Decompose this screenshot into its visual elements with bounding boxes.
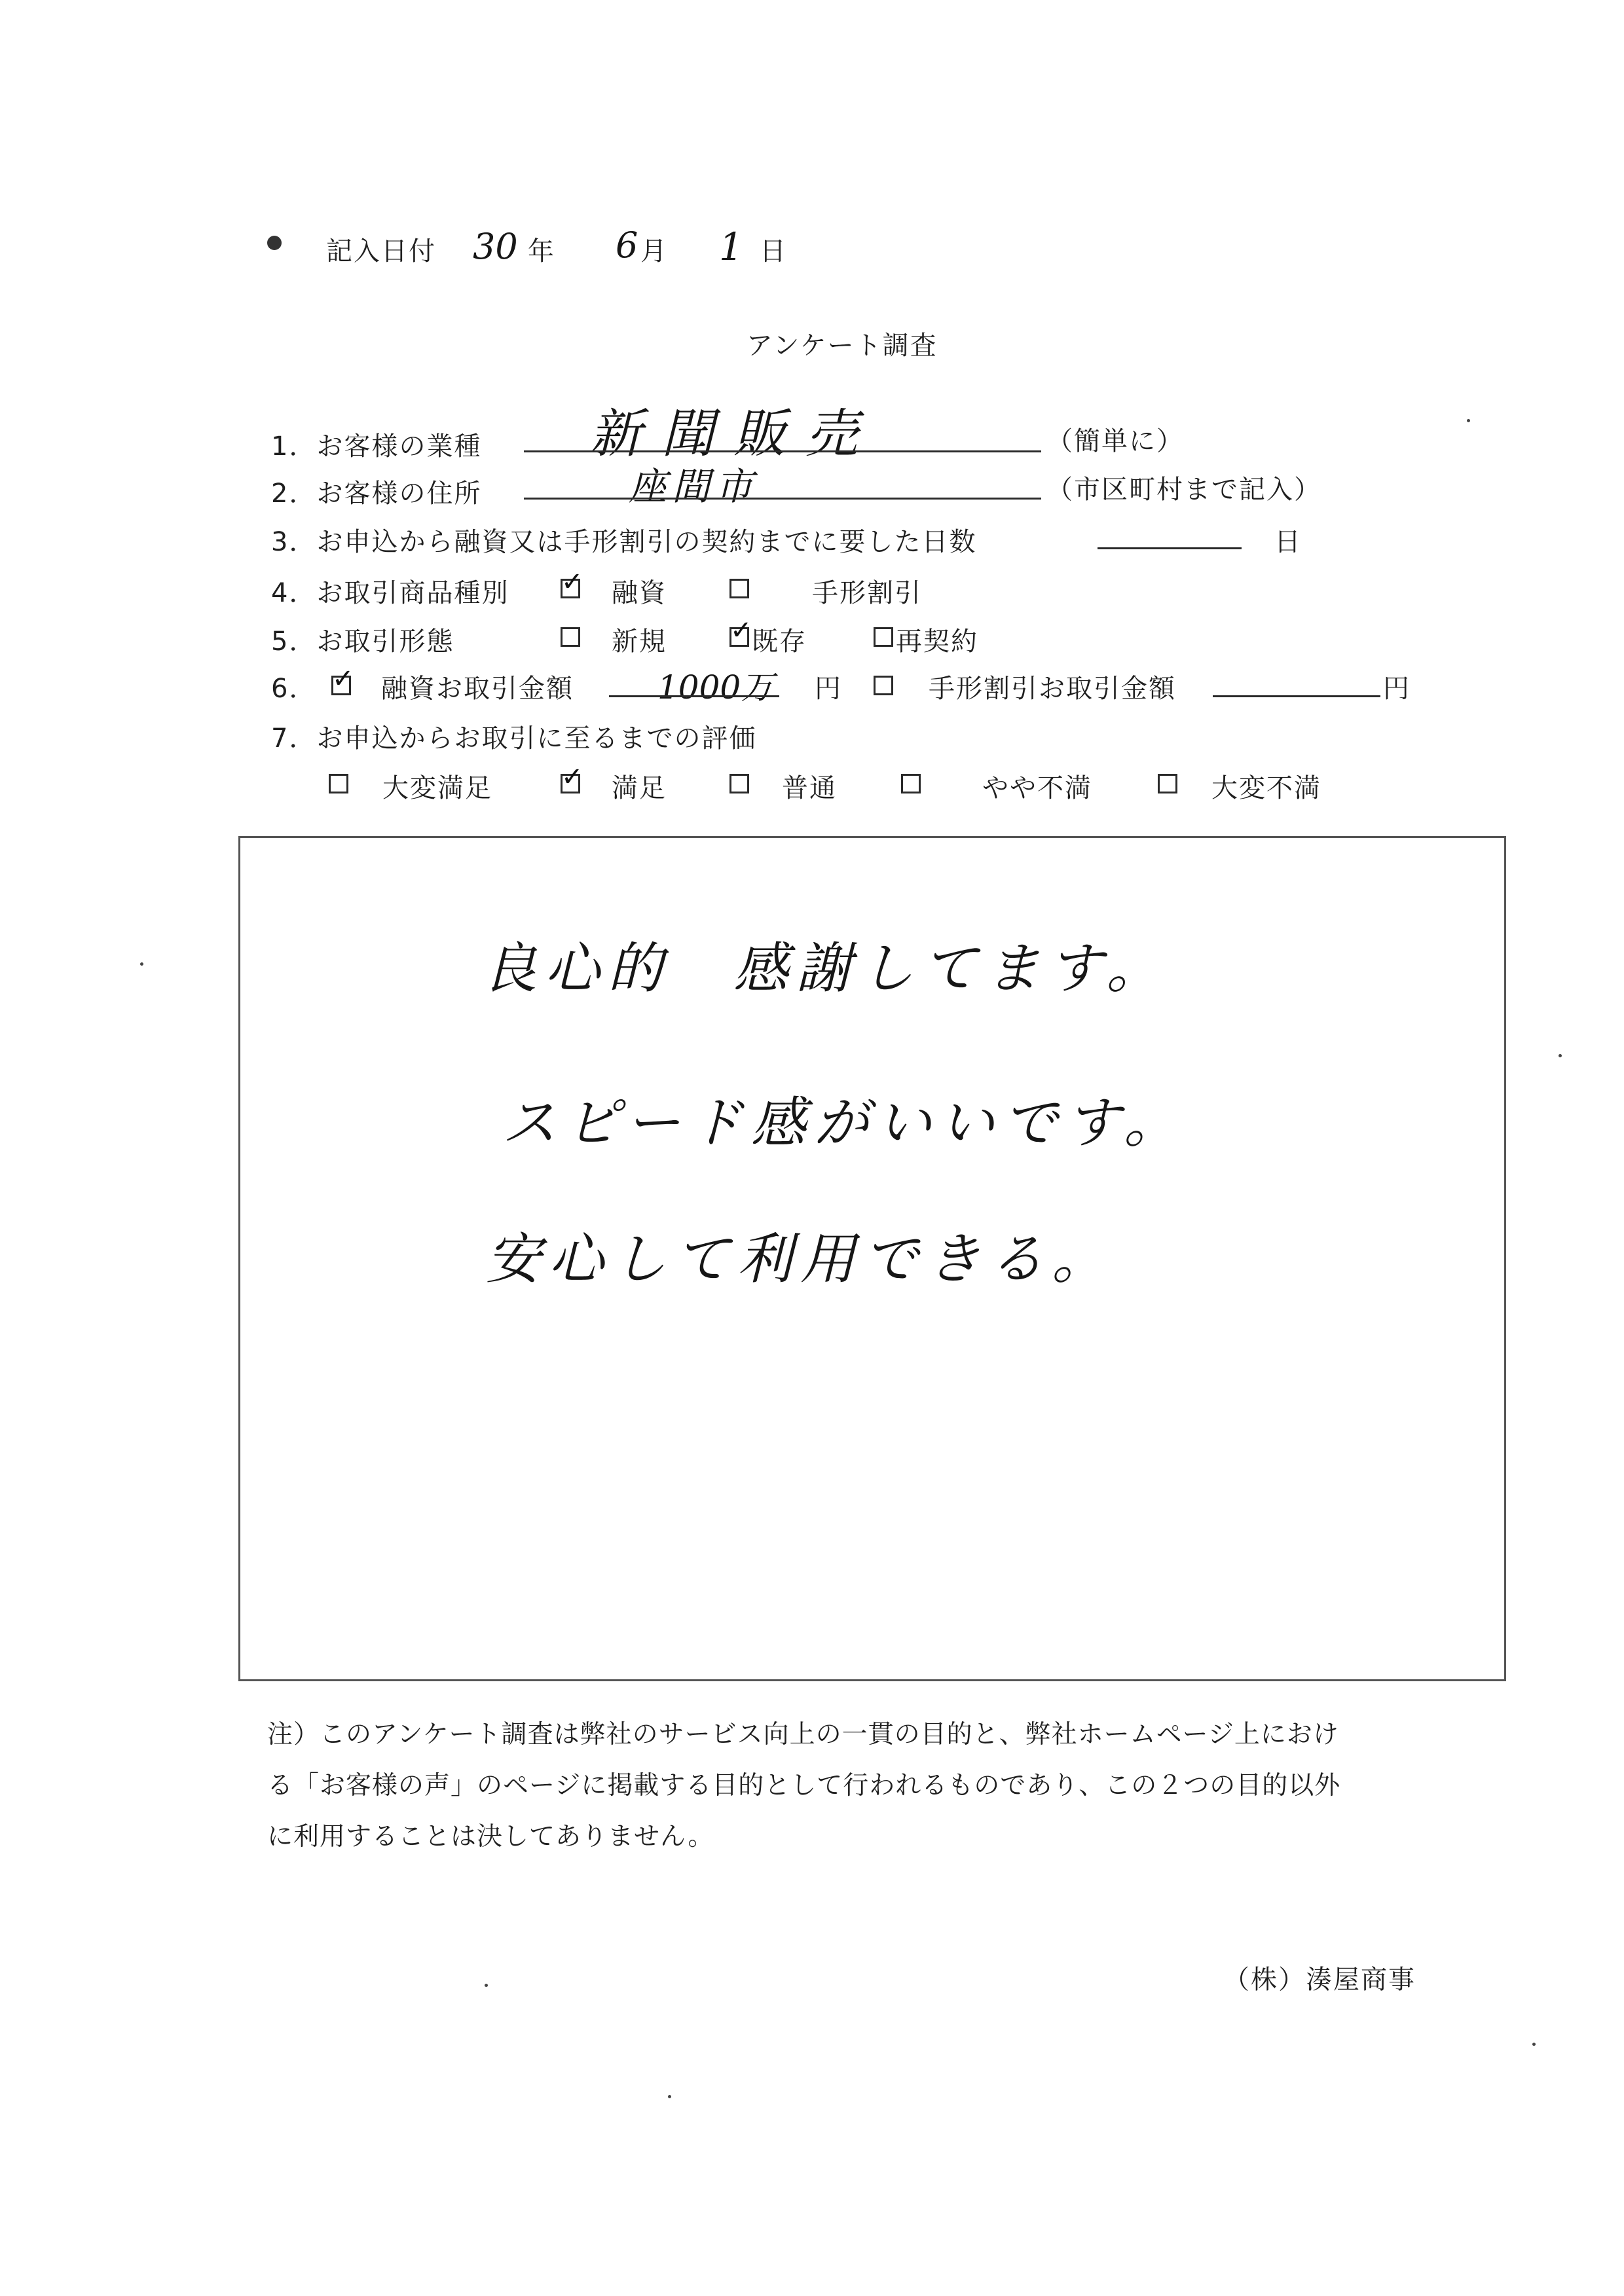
q2-answer: 座間市 bbox=[629, 464, 759, 509]
check-mark-icon: ✓ bbox=[332, 664, 354, 694]
date-day-value: 1 bbox=[719, 225, 743, 269]
q1-label: 1．お客様の業種 bbox=[271, 431, 482, 462]
comment-line-1: 良心的 感謝してます。 bbox=[482, 936, 1170, 1000]
comment-line-2: スピード感がいいです。 bbox=[502, 1091, 1187, 1155]
q7-very-satisfied-label: 大変満足 bbox=[382, 773, 492, 803]
q3-label: 3．お申込から融資又は手形割引の契約までに要した日数 bbox=[271, 527, 977, 557]
scan-speck bbox=[1532, 2043, 1536, 2046]
q3-days-line bbox=[1098, 547, 1242, 549]
q7-very-dissatisfied-checkbox[interactable] bbox=[1158, 774, 1177, 793]
footnote-line-1: 注）このアンケート調査は弊社のサービス向上の一貫の目的と、弊社ホームページ上におけ bbox=[267, 1720, 1339, 1749]
q6-loan-label: 融資お取引金額 bbox=[381, 674, 574, 704]
scan-speck bbox=[140, 962, 143, 966]
date-label: 記入日付 bbox=[326, 236, 436, 266]
q1-answer: 新聞販売 bbox=[589, 403, 877, 464]
q2-label: 2．お客様の住所 bbox=[271, 479, 482, 509]
check-mark-icon: ✓ bbox=[561, 762, 583, 792]
q2-note: （市区町村まで記入） bbox=[1046, 475, 1321, 505]
q7-somewhat-dissatisfied-checkbox[interactable] bbox=[901, 774, 921, 793]
check-mark-icon: ✓ bbox=[730, 615, 752, 646]
date-month-value: 6 bbox=[616, 225, 638, 266]
q4-loan-checkbox[interactable] bbox=[561, 567, 583, 598]
q5-recontract-checkbox[interactable] bbox=[874, 627, 893, 647]
q7-very-satisfied-checkbox[interactable] bbox=[329, 774, 348, 793]
company-name: （株）湊屋商事 bbox=[1223, 1965, 1416, 1995]
q6-number: 6． bbox=[271, 674, 317, 704]
q5-label: 5．お取引形態 bbox=[271, 627, 454, 657]
date-year-label: 年 bbox=[528, 236, 555, 266]
q7-satisfied-checkbox[interactable] bbox=[561, 762, 583, 793]
q6-loan-checkbox[interactable] bbox=[331, 664, 354, 695]
q5-new-label: 新規 bbox=[612, 627, 667, 657]
q5-existing-label: 既存 bbox=[752, 627, 807, 657]
q6-loan-amount-line bbox=[609, 695, 779, 697]
q7-label: 7．お申込からお取引に至るまでの評価 bbox=[271, 723, 757, 754]
scan-speck bbox=[485, 1984, 488, 1987]
q7-somewhat-dissatisfied-label: やや不満 bbox=[982, 773, 1092, 803]
punch-hole-mark bbox=[267, 236, 282, 250]
q7-normal-label: 普通 bbox=[782, 773, 837, 803]
q6-bill-checkbox[interactable] bbox=[874, 676, 893, 695]
q5-existing-checkbox[interactable] bbox=[729, 615, 752, 647]
footnote-line-3: に利用することは決してありません。 bbox=[267, 1822, 714, 1851]
q3-unit: 日 bbox=[1274, 527, 1302, 557]
comment-line-3: 安心して利用できる。 bbox=[486, 1227, 1115, 1291]
date-day-label: 日 bbox=[760, 236, 787, 266]
scan-speck bbox=[1559, 1054, 1562, 1057]
footnote-line-2: る「お客様の声」のページに掲載する目的として行われるものであり、この２つの目的以外 bbox=[267, 1771, 1341, 1800]
q1-note: （簡単に） bbox=[1046, 426, 1184, 456]
survey-title: アンケート調査 bbox=[747, 331, 938, 361]
q7-satisfied-label: 満足 bbox=[612, 773, 667, 803]
scan-speck bbox=[668, 2095, 671, 2098]
q1-answer-line bbox=[524, 450, 1041, 452]
q6-loan-unit: 円 bbox=[815, 674, 842, 704]
q6-bill-amount-line bbox=[1213, 695, 1380, 697]
q6-bill-unit: 円 bbox=[1383, 674, 1411, 704]
q4-bill-label: 手形割引 bbox=[812, 578, 922, 608]
scan-speck bbox=[1467, 419, 1470, 422]
q5-new-checkbox[interactable] bbox=[561, 627, 580, 647]
q5-recontract-label: 再契約 bbox=[896, 627, 978, 657]
q4-label: 4．お取引商品種別 bbox=[271, 578, 509, 608]
check-mark-icon: ✓ bbox=[561, 567, 583, 597]
date-year-value: 30 bbox=[473, 226, 518, 267]
q6-loan-amount: 1000万 bbox=[657, 668, 774, 706]
q6-bill-label: 手形割引お取引金額 bbox=[929, 674, 1176, 704]
q7-normal-checkbox[interactable] bbox=[729, 774, 749, 793]
q2-answer-line bbox=[524, 498, 1041, 500]
date-month-label: 月 bbox=[640, 236, 668, 266]
q4-bill-checkbox[interactable] bbox=[729, 579, 749, 598]
q7-very-dissatisfied-label: 大変不満 bbox=[1211, 773, 1321, 803]
q4-loan-label: 融資 bbox=[612, 578, 667, 608]
